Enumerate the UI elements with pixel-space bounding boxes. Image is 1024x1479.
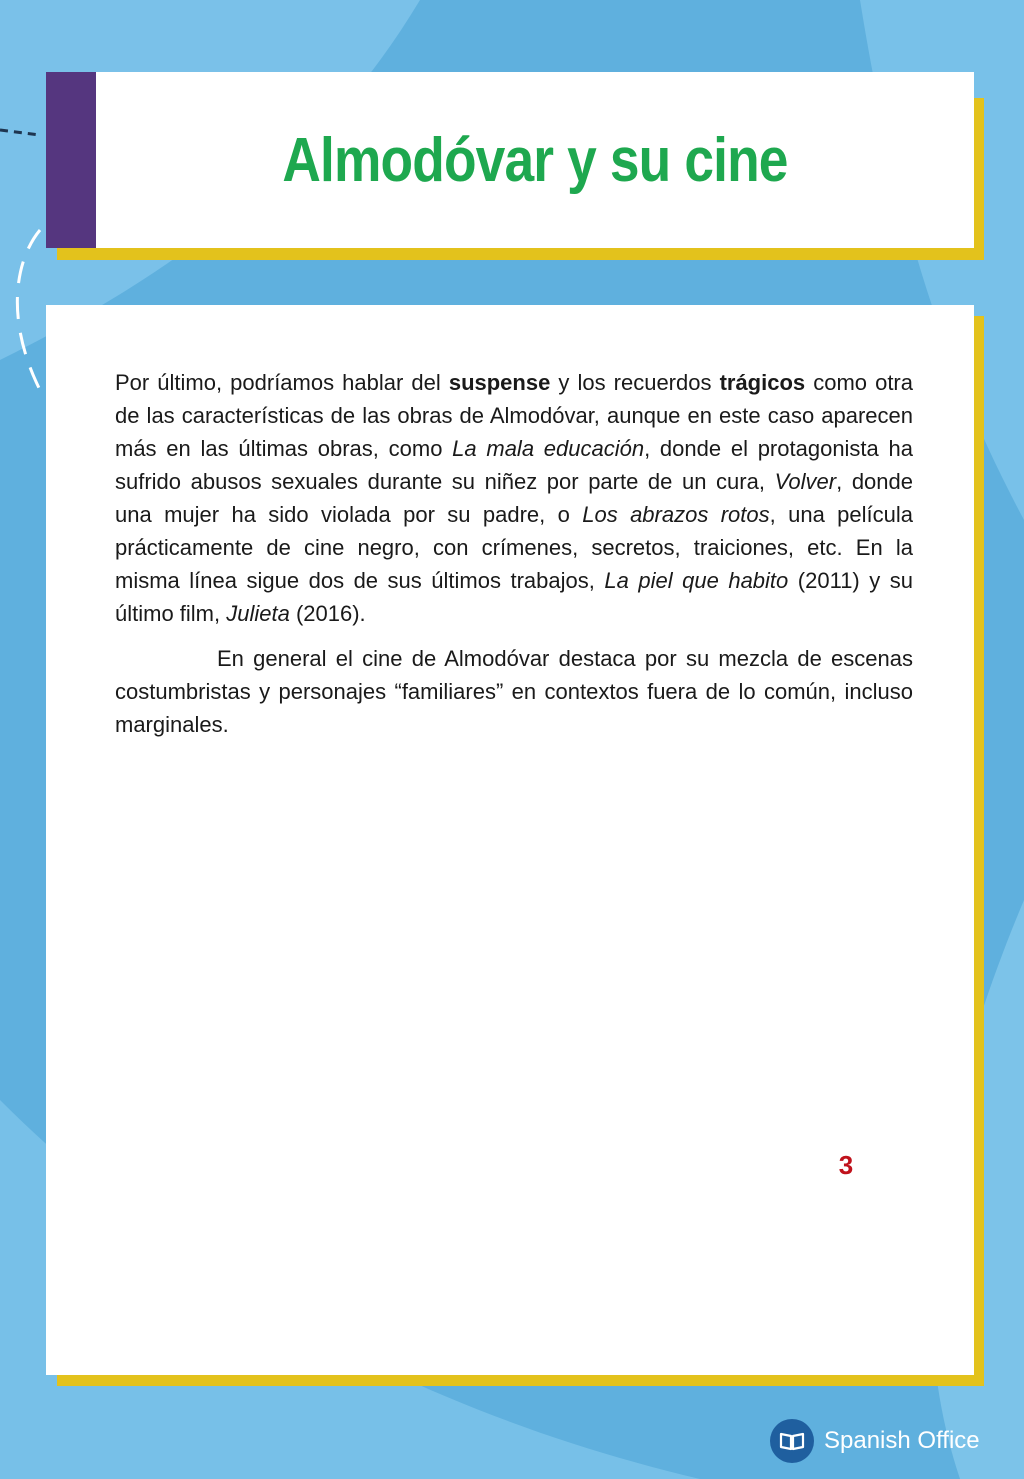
paragraph-1 — [115, 366, 913, 630]
paragraph-2: En general el cine de Almodóvar destaca por su mezcla de escenas costumbristas y personajes “familiares” en contextos fuera de lo común, incluso marginales. — [115, 646, 913, 737]
bold-term-suspense: suspense — [448, 370, 551, 395]
film-title-julieta: Julieta — [226, 601, 290, 626]
page-number: 3 — [838, 1150, 854, 1180]
text-run: , una película prácticamente de cine negro, con crímenes, secretos, traiciones, etc. En la misma línea sigue dos de sus últimos trabajos, — [115, 502, 914, 593]
bold-term-tragicos: trágicos — [719, 370, 806, 395]
open-book-icon — [770, 1419, 814, 1463]
logo-text: Spanish Office — [824, 1427, 980, 1454]
text-run: , donde una mujer ha sido violada por su padre, o — [115, 469, 913, 527]
text-run: (2016). — [289, 601, 366, 626]
text-run: y los recuerdos — [550, 370, 720, 395]
text-run: Por último, podríamos hablar del — [115, 370, 449, 395]
title-accent-bar — [46, 72, 96, 248]
film-title-la-piel-que-habito: La piel que habito — [604, 568, 789, 593]
text-run: (2011) y su último film, — [115, 568, 913, 626]
spanish-office-logo — [770, 1418, 980, 1464]
page-title: Almodóvar y su cine — [282, 125, 788, 195]
film-title-volver: Volver — [774, 469, 837, 494]
body-text — [115, 366, 913, 753]
text-run: , donde el protagonista ha sufrido abusos sexuales durante su niñez por parte de un cura, — [115, 436, 913, 494]
text-run: como otra de las características de las obras de Almodóvar, aunque en este caso aparecen más en las últimas obras, como — [115, 370, 913, 461]
film-title-la-mala-educacion: La mala educación — [452, 436, 645, 461]
film-title-los-abrazos-rotos: Los abrazos rotos — [582, 502, 770, 527]
